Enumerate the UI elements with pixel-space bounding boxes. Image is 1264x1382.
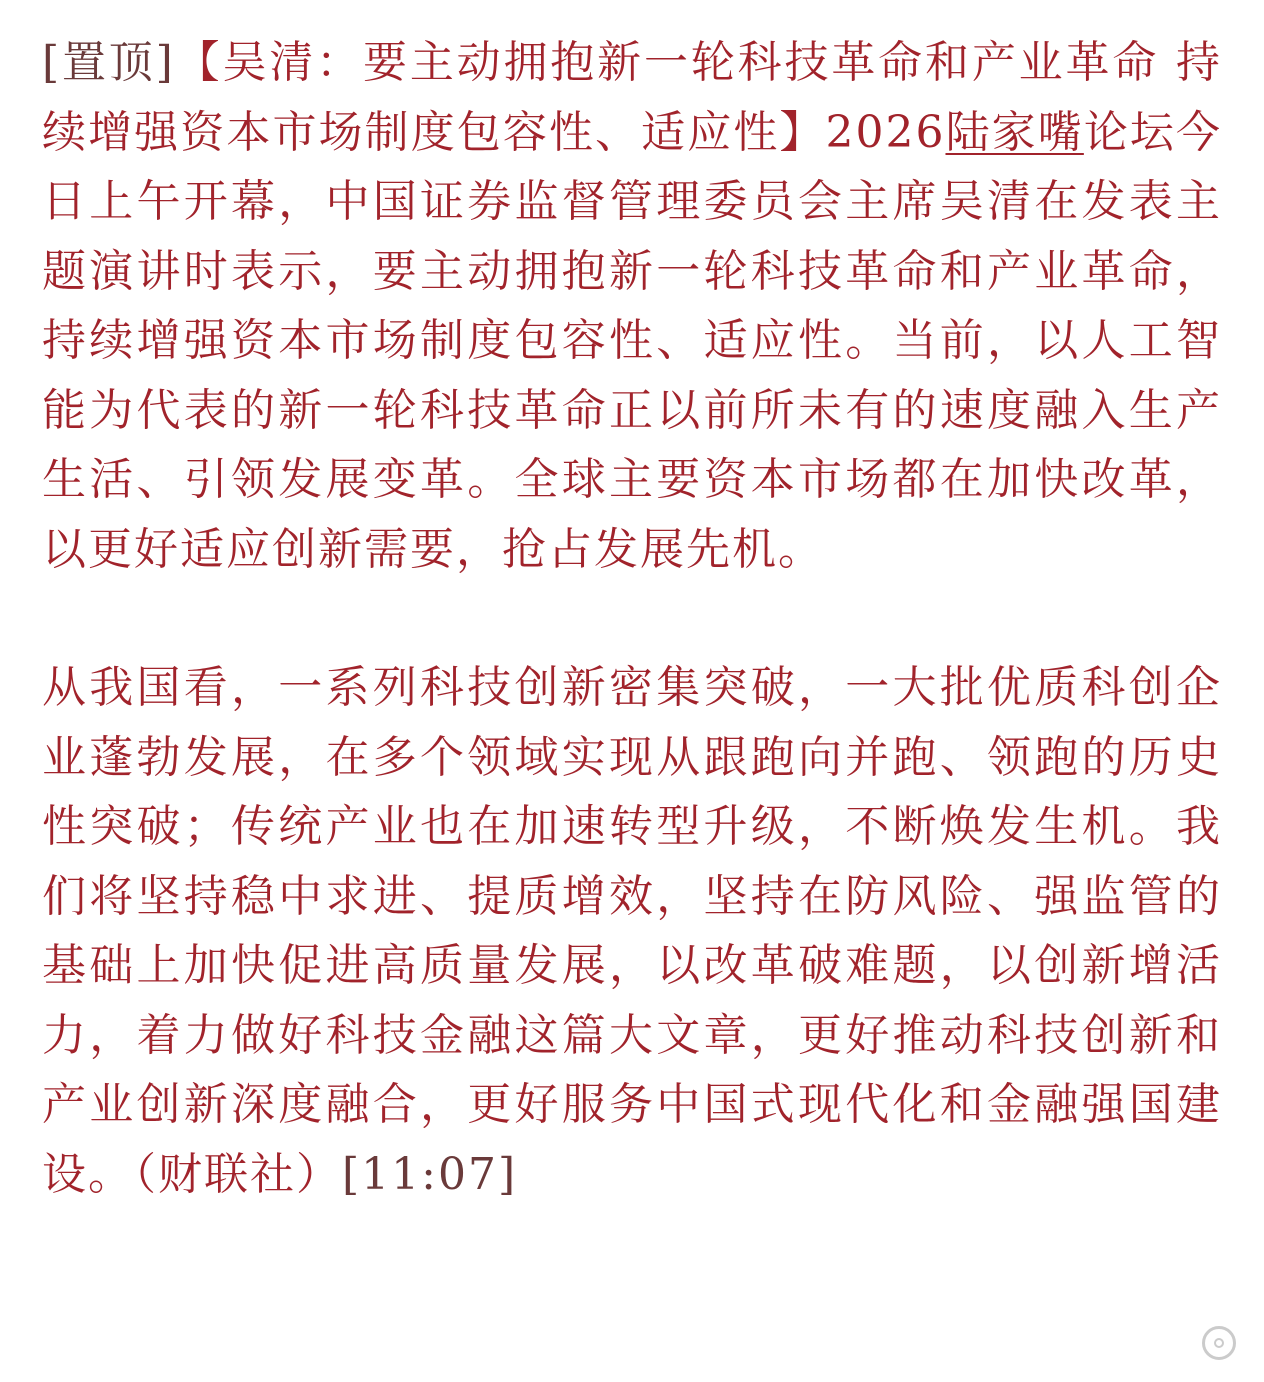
paragraph-2-text: 从我国看，一系列科技创新密集突破，一大批优质科创企业蓬勃发展，在多个领域实现从跟跑向并跑、领跑的历史性突破；传统产业也在加速转型升级，不断焕发生机。我们将坚持稳中求进、提质增效，坚持在防风险、强监管的基础上加快促进高质量发展，以改革破难题，以创新增活力，着力做好科技金融这篇大文章，更好推动科技创新和产业创新深度融合，更好服务中国式现代化和金融强国建设。 [42,662,1222,1200]
lujiazui-link[interactable]: 陆家嘴 [945,106,1084,158]
headline: 【吴清：要主动拥抱新一轮科技革命和产业革命 持续增强资本市场制度包容性、适应性】 [42,37,1222,158]
news-article [42,28,1222,1209]
platform-logo-icon [1202,1326,1236,1360]
source-label: （财联社） [134,1148,342,1200]
timestamp: [11:07] [342,1148,518,1200]
paragraph-lead: 2026 [825,106,946,158]
article-paragraph-2 [42,653,1222,1209]
paragraph-1-text: 论坛今日上午开幕，中国证券监督管理委员会主席吴清在发表主题演讲时表示，要主动拥抱新一轮科技革命和产业革命，持续增强资本市场制度包容性、适应性。当前，以人工智能为代表的新一轮科技革命正以前所未有的速度融入生产生活、引领发展变革。全球主要资本市场都在加快改革，以更好适应创新需要，抢占发展先机。 [42,106,1223,575]
watermark [1202,1326,1236,1360]
article-paragraph-1 [42,28,1222,584]
pinned-tag: [置顶] [42,37,175,88]
